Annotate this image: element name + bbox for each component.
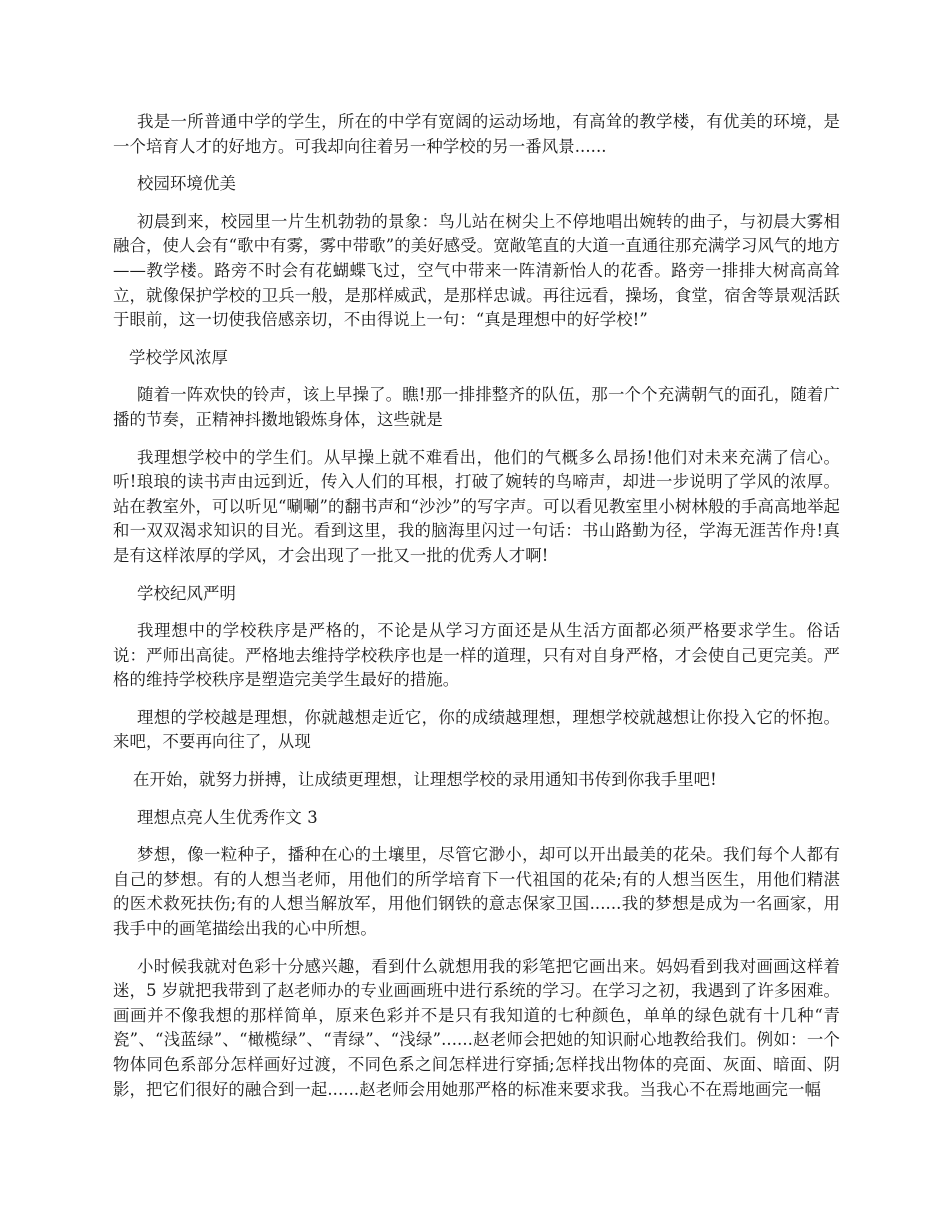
section-heading-study-atmosphere: 学校学风浓厚 [129,347,228,367]
paragraph-painting: 小时候我就对色彩十分感兴趣，看到什么就想用我的彩笔把它画出来。妈妈看到我对画画这样着迷，5 岁就把我带到了赵老师办的专业画画班中进行系统的学习。在学习之初，我遇到了许多困难。画画并不像我想的那样简单，原来色彩并不是只有我知道的七种颜色，单单的绿色就有十几种“青瓷”、“浅蓝绿”、“橄榄绿”、“青绿”、“浅绿”......赵老师会把她的知识耐心地教给我们。例如：一个物体同色系部分怎样画好过渡，不同色系之间怎样进行穿插;怎样找出物体的亮面、灰面、暗面、阴影，把它们很好的融合到一起......赵老师会用她那严格的标准来要求我。当我心不在焉地画完一幅 [113,956,840,1099]
section-heading-environment: 校园环境优美 [137,174,236,194]
paragraph-discipline: 我理想中的学校秩序是严格的，不论是从学习方面还是从生活方面都必须严格要求学生。俗话说：严师出高徒。严格地去维持学校秩序也是一样的道理，只有对自身严格，才会使自己更完美。严格的维持学校秩序是塑造完美学生最好的措施。 [113,621,840,690]
paragraph-dream: 梦想，像一粒种子，播种在心的土壤里，尽管它渺小，却可以开出最美的花朵。我们每个人都有自己的梦想。有的人想当老师，用他们的所学培育下一代祖国的花朵;有的人想当医生，用他们精湛的医术救死扶伤;有的人想当解放军，用他们钢铁的意志保家卫国......我的梦想是成为一名画家，用我手中的画笔描绘出我的心中所想。 [113,845,840,939]
essay-title-3: 理想点亮人生优秀作文 3 [137,807,318,827]
paragraph-morning-exercise: 随着一阵欢快的铃声，该上早操了。瞧!那一排排整齐的队伍，那一个个充满朝气的面孔，随着广播的节奏，正精神抖擞地锻炼身体，这些就是 [113,385,840,429]
paragraph-start-now: 在开始，就努力拼搏，让成绩更理想，让理想学校的录用通知书传到你我手里吧! [133,770,717,790]
paragraph-intro: 我是一所普通中学的学生，所在的中学有宽阔的运动场地，有高耸的教学楼，有优美的环境，是一个培育人才的好地方。可我却向往着另一种学校的另一番风景...... [113,112,840,156]
paragraph-environment: 初晨到来，校园里一片生机勃勃的景象：鸟儿站在树尖上不停地唱出婉转的曲子，与初晨大雾相融合，使人会有“歌中有雾，雾中带歌”的美好感受。宽敞笔直的大道一直通往那充满学习风气的地方——教学楼。路旁不时会有花蝴蝶飞过，空气中带来一阵清新怡人的花香。路旁一排排大树高高耸立，就像保护学校的卫兵一般，是那样威武，是那样忠诚。再往远看，操场，食堂，宿舍等景观活跃于眼前，这一切使我倍感亲切，不由得说上一句：“真是理想中的好学校!” [113,211,840,330]
section-heading-discipline: 学校纪风严明 [137,583,236,603]
document-page [113,110,840,1115]
paragraph-ideal-school: 理想的学校越是理想，你就越想走近它，你的成绩越理想，理想学校就越想让你投入它的怀抱。来吧，不要再向往了，从现 [113,707,840,752]
paragraph-students: 我理想学校中的学生们。从早操上就不难看出，他们的气概多么昂扬!他们对未来充满了信心。听!琅琅的读书声由远到近，传入人们的耳根，打破了婉转的鸟啼声，却进一步说明了学风的浓厚。站在教室外，可以听见“唰唰”的翻书声和“沙沙”的写字声。可以看见教室里小树林般的手高高地举起和一双双渴求知识的目光。看到这里，我的脑海里闪过一句话：书山路勤为径，学海无涯苦作舟!真是有这样浓厚的学风，才会出现了一批又一批的优秀人才啊! [113,447,840,565]
